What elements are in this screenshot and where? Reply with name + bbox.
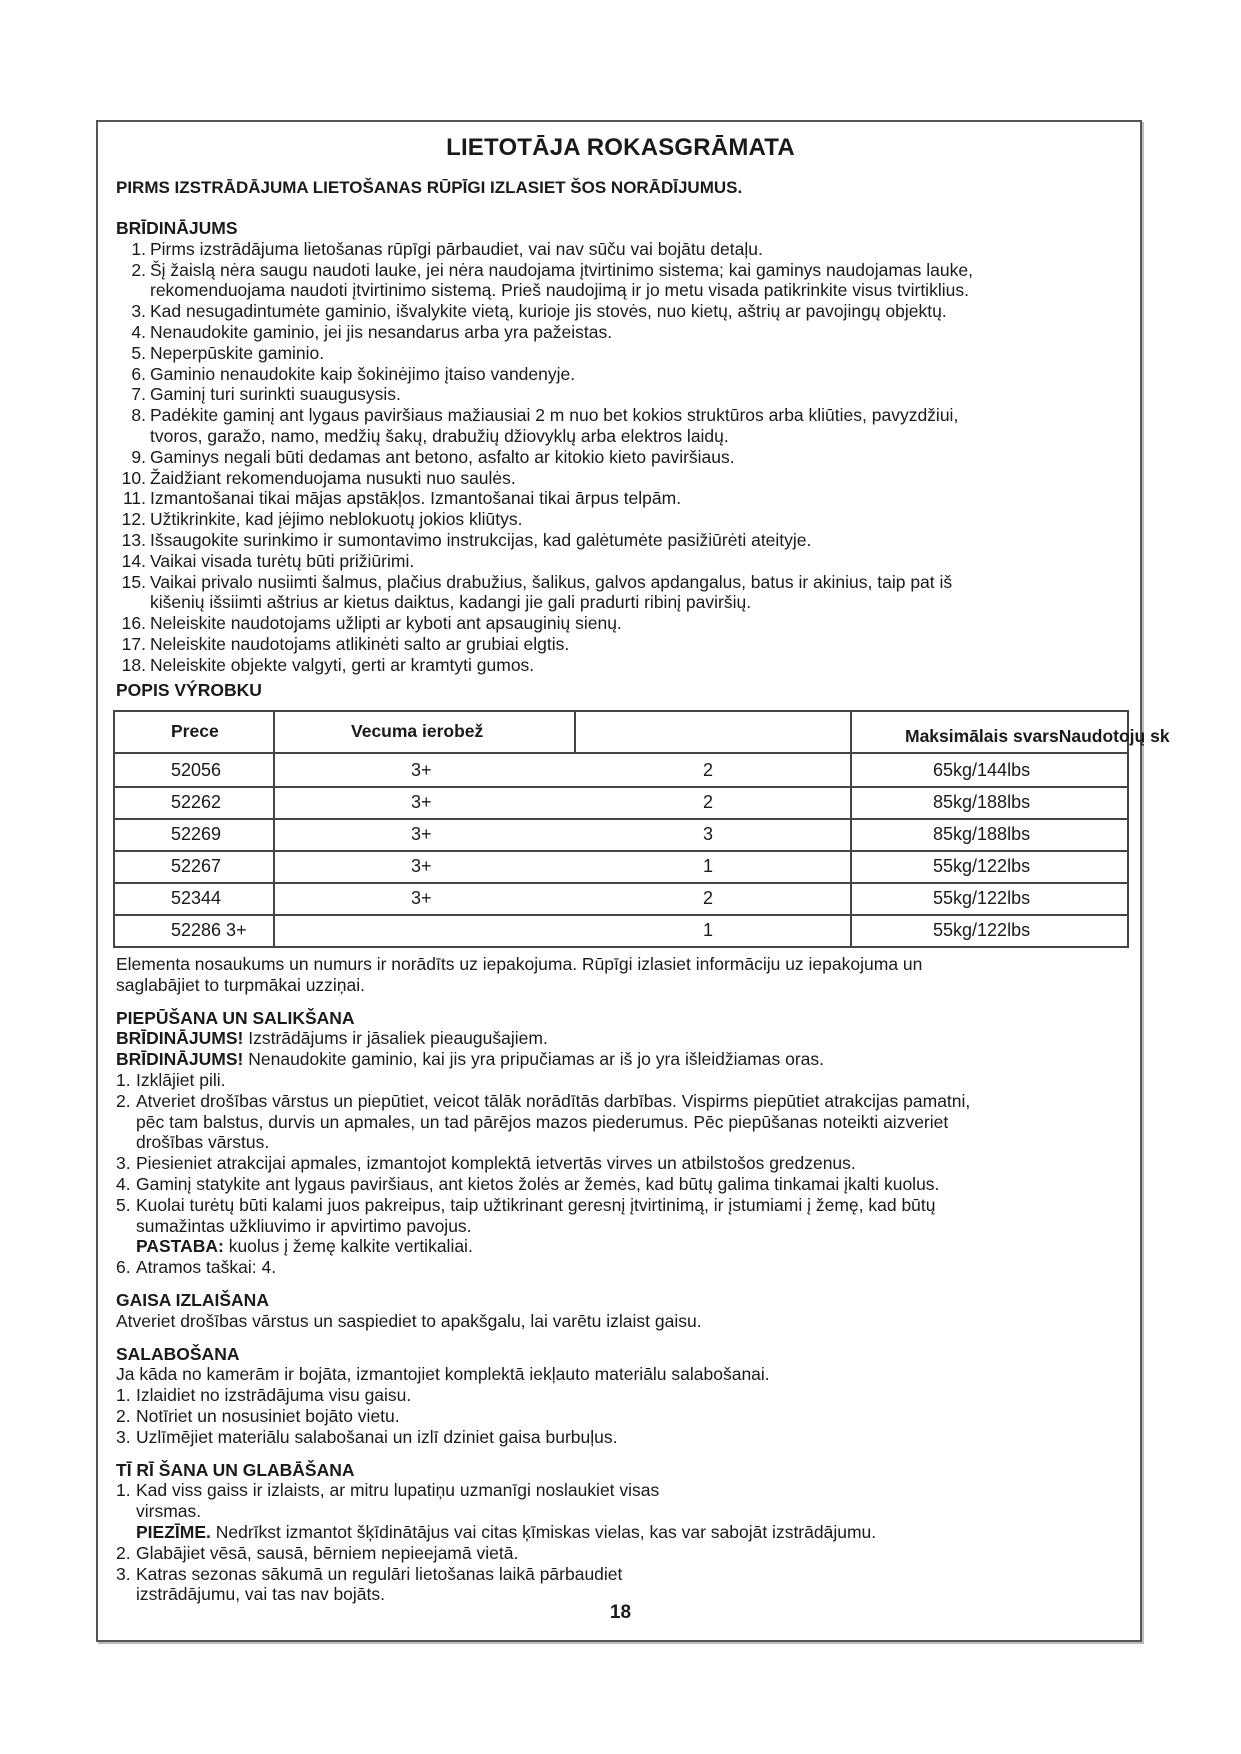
item-number: 6.: [116, 1257, 131, 1278]
list-item: [116, 239, 1126, 260]
list-item: [116, 509, 1126, 530]
note-label: PASTABA:: [136, 1236, 224, 1257]
item-number: 14.: [121, 550, 146, 571]
list-item: [116, 1195, 1126, 1237]
item-text: drošības vārstus.: [136, 1132, 270, 1153]
list-item: [116, 613, 1126, 634]
warning-text: Nenaudokite gaminio, kai jis yra pripučiamas ar iš jo yra išleidžiamas oras.: [243, 1049, 825, 1070]
list-item: [116, 551, 1126, 572]
list-item: [116, 488, 1126, 509]
table-cell-vecums: 3+: [411, 792, 432, 812]
item-number: 1.: [116, 1069, 131, 1090]
list-item: [116, 1480, 1126, 1522]
header-vecums: Vecuma ierobež: [351, 721, 484, 741]
item-number: 3.: [116, 1426, 131, 1447]
page-number: 18: [609, 1602, 632, 1623]
inflation-note: [116, 1236, 1126, 1257]
list-item: [116, 343, 1126, 364]
item-text: izstrādājumu, vai tas nav bojāts.: [136, 1584, 386, 1605]
product-note-line-1: Elementa nosaukums un numurs ir norādīts uz iepakojuma. Rūpīgi izlasiet informāciju uz iepakojuma un: [116, 954, 923, 974]
list-item: [116, 1257, 1126, 1278]
list-item: [116, 530, 1126, 551]
item-text: Neperpūskite gaminio.: [150, 342, 325, 363]
item-number: 3.: [131, 301, 146, 322]
table-cell-vecums: 3+: [411, 824, 432, 844]
item-text: Užtikrinkite, kad įėjimo neblokuotų jokios kliūtys.: [150, 509, 523, 530]
table-cell-prece: 52269: [171, 824, 222, 844]
item-text: Kuolai turėtų būti kalami juos pakreipus, taip užtikrinant geresnį įtvirtinimą, ir įstumiami į žemę, kad būtų: [136, 1194, 936, 1215]
list-item: [116, 655, 1126, 676]
row-divider: [115, 850, 1127, 852]
item-number: 7.: [131, 384, 146, 405]
item-number: 15.: [121, 571, 146, 592]
table-cell-sk: 1: [703, 856, 714, 876]
item-text: Glabājiet vēsā, sausā, bērniem nepieejamā vietā.: [136, 1542, 519, 1563]
item-text: Gaminį statykite ant lygaus paviršiaus, ant kietos žolės ar žemės, kad būtų galima tinkamai įkalti kuolus.: [136, 1173, 940, 1194]
item-text: Atramos taškai: 4.: [136, 1257, 277, 1278]
table-cell-sk: 2: [703, 888, 714, 908]
item-text: Vaikai visada turėtų būti prižiūrimi.: [150, 550, 415, 571]
table-cell-vecums: 3+: [411, 856, 432, 876]
list-item: [116, 572, 1126, 614]
item-text: Pirms izstrādājuma lietošanas rūpīgi pārbaudiet, vai nav sūču vai bojātu detaļu.: [150, 238, 763, 259]
row-divider: [115, 786, 1127, 788]
list-item: [116, 1070, 1126, 1091]
item-number: 4.: [116, 1173, 131, 1194]
item-number: 3.: [116, 1563, 131, 1584]
item-number: 13.: [121, 529, 146, 550]
col-divider: [850, 712, 852, 946]
item-text: Žaidžiant rekomenduojama nusukti nuo saulės.: [150, 467, 516, 488]
table-cell-svars: 85kg/188lbs: [933, 792, 1031, 812]
table-cell-sk: 2: [703, 760, 714, 780]
item-number: 5.: [131, 342, 146, 363]
header-prece: Prece: [171, 721, 219, 741]
item-text: Neleiskite objekte valgyti, gerti ar kramtyti gumos.: [150, 654, 535, 675]
item-text: Izmantošanai tikai mājas apstākļos. Izmantošanai tikai ārpus telpām.: [150, 488, 682, 509]
warning-label: BRĪDINĀJUMS!: [116, 1028, 244, 1049]
item-number: 1.: [131, 238, 146, 259]
item-text: Kad nesugadintumėte gaminio, išvalykite vietą, kurioje jis stovės, nuo kietų, aštrių ar pavojingų objektų.: [150, 301, 947, 322]
item-number: 17.: [121, 633, 146, 654]
col-divider: [574, 712, 576, 752]
item-number: 5.: [116, 1194, 131, 1215]
item-number: 12.: [121, 509, 146, 530]
cleaning-list: [116, 1480, 1126, 1605]
product-table: [113, 710, 1129, 948]
warning-section: [116, 218, 1126, 700]
product-heading: POPIS VÝROBKU: [116, 679, 262, 700]
table-cell-vecums: 3+: [411, 760, 432, 780]
list-item: [116, 301, 1126, 322]
item-text: virsmas.: [136, 1501, 202, 1522]
table-cell-prece: 52286 3+: [171, 920, 247, 940]
note-text: kuolus į žemę kalkite vertikaliai.: [223, 1236, 473, 1257]
item-text: Šį žaislą nėra saugu naudoti lauke, jei nėra naudojama įtvirtinimo sistema; kai gaminys naudojamas lauke,: [150, 259, 973, 280]
item-text: Notīriet un nosusiniet bojāto vietu.: [136, 1405, 400, 1426]
inflation-warning-1: [116, 1028, 1126, 1049]
list-item: [116, 1174, 1126, 1195]
item-text: pēc tam balstus, durvis un apmales, un tad pārējos mazos piederumus. Pēc piepūšanas noteikti aizveriet: [136, 1111, 949, 1132]
row-divider: [115, 818, 1127, 820]
list-item: [116, 468, 1126, 489]
list-item: [116, 405, 1126, 447]
warning-heading: BRĪDINĀJUMS: [116, 218, 238, 238]
note-label: PIEZĪME.: [136, 1521, 211, 1542]
row-divider: [115, 914, 1127, 916]
col-divider: [273, 712, 275, 752]
item-number: 1.: [116, 1480, 131, 1501]
item-text: tvoros, garažo, namo, medžių šakų, drabužių džiovyklų arba elektros laidų.: [150, 425, 729, 446]
item-text: sumažintas užkliuvimo ir apvirtimo pavojus.: [136, 1215, 472, 1236]
product-note-line-2: saglabājiet to turpmākai uzziņai.: [116, 974, 366, 995]
item-text: Gaminio nenaudokite kaip šokinėjimo įtaiso vandenyje.: [150, 363, 576, 384]
inflation-warning-2: [116, 1049, 1126, 1070]
item-text: Izlaidiet no izstrādājuma visu gaisu.: [136, 1385, 412, 1406]
list-item: [116, 1385, 1126, 1406]
item-text: Nenaudokite gaminio, jei jis nesandarus arba yra pažeistas.: [150, 321, 613, 342]
list-item: [116, 447, 1126, 468]
list-item: [116, 1406, 1126, 1427]
table-cell-svars: 55kg/122lbs: [933, 856, 1031, 876]
list-item: [116, 260, 1126, 302]
list-item: [116, 1522, 1126, 1543]
inflation-list: [116, 1070, 1126, 1236]
item-text: Uzlīmējiet materiālu salabošanai un izlī dziniet gaisa burbuļus.: [136, 1426, 618, 1447]
table-cell-svars: 85kg/188lbs: [933, 824, 1031, 844]
item-number: 2.: [116, 1405, 131, 1426]
deflation-heading: GAISA IZLAIŠANA: [116, 1289, 269, 1310]
item-number: 8.: [131, 405, 146, 426]
item-text: Neleiskite naudotojams atlikinėti salto ar grubiai elgtis.: [150, 633, 570, 654]
table-cell-svars: 55kg/122lbs: [933, 920, 1031, 940]
table-cell-sk: 3: [703, 824, 714, 844]
item-number: 18.: [121, 654, 146, 675]
item-text: Izklājiet pili.: [136, 1069, 226, 1090]
item-text: Katras sezonas sākumā un regulāri lietošanas laikā pārbaudiet: [136, 1563, 623, 1584]
table-cell-sk: 2: [703, 792, 714, 812]
item-number: 9.: [131, 446, 146, 467]
item-number: 3.: [116, 1153, 131, 1174]
table-cell-vecums: 3+: [411, 888, 432, 908]
note-text: Nedrīkst izmantot šķīdinātājus vai citas ķīmiskas vielas, kas var sabojāt izstrādājumu.: [210, 1521, 877, 1542]
item-number: 1.: [116, 1385, 131, 1406]
item-number: 4.: [131, 321, 146, 342]
inflation-item-6-list: [116, 1257, 1126, 1278]
item-text: Padėkite gaminį ant lygaus paviršiaus mažiausiai 2 m nuo bet kokios struktūros arba kliūties, pavyzdžiui,: [150, 405, 959, 426]
inflation-heading: PIEPŪŠANA UN SALIKŠANA: [116, 1007, 355, 1028]
table-cell-sk: 1: [703, 920, 714, 940]
list-item: [116, 1427, 1126, 1448]
table-cell-prece: 52056: [171, 760, 222, 780]
list-item: [116, 1543, 1126, 1564]
table-cell-prece: 52267: [171, 856, 222, 876]
item-text: Gaminį turi surinkti suaugusysis.: [150, 384, 401, 405]
page-subtitle: PIRMS IZSTRĀDĀJUMA LIETOŠANAS RŪPĪGI IZLASIET ŠOS NORĀDĪJUMUS.: [116, 178, 743, 197]
item-text: Piesieniet atrakcijai apmales, izmantojot komplektā ietvertās virves un atbilstošos gredzenus.: [136, 1153, 856, 1174]
list-item: [116, 1153, 1126, 1174]
item-number: 2.: [131, 259, 146, 280]
item-text: Atveriet drošības vārstus un piepūtiet, veicot tālāk norādītās darbības. Vispirms piepūtiet atrakcijas pamatni,: [136, 1090, 971, 1111]
repair-intro: Ja kāda no kamerām ir bojāta, izmantojiet komplektā iekļauto materiālu salabošanai.: [116, 1364, 770, 1385]
warning-label: BRĪDINĀJUMS!: [116, 1049, 244, 1070]
item-number: 11.: [122, 488, 146, 509]
table-header-row: [115, 712, 1127, 754]
item-text: Neleiskite naudotojams užlipti ar kyboti ant apsauginių sienų.: [150, 613, 622, 634]
item-text: kišenių išsiimti aštrius ar kietus daiktus, kadangi jie gali pradurti ribinį paviršių.: [150, 592, 752, 613]
item-text: Išsaugokite surinkimo ir sumontavimo instrukcijas, kad galėtumėte pasižiūrėti ateityje.: [150, 529, 812, 550]
page-title: LIETOTĀJA ROKASGRĀMATA: [446, 134, 795, 161]
item-text: Gaminys negali būti dedamas ant betono, asfalto ar kitokio kieto paviršiaus.: [150, 446, 735, 467]
lower-section: [116, 954, 1126, 1605]
col-divider: [273, 752, 275, 946]
list-item: [116, 1091, 1126, 1153]
repair-list: [116, 1385, 1126, 1447]
list-item: [116, 1564, 1126, 1606]
item-text: Vaikai privalo nusiimti šalmus, plačius drabužius, šalikus, galvos apdangalus, batus ir akinius, taip pat iš: [150, 571, 953, 592]
list-item: [116, 364, 1126, 385]
table-cell-prece: 52344: [171, 888, 222, 908]
item-number: 2.: [116, 1542, 131, 1563]
item-number: 2.: [116, 1090, 131, 1111]
warning-list: [116, 239, 1126, 676]
table-cell-svars: 65kg/144lbs: [933, 760, 1031, 780]
row-divider: [115, 882, 1127, 884]
item-number: 6.: [131, 363, 146, 384]
item-number: 16.: [121, 613, 146, 634]
deflation-text: Atveriet drošības vārstus un saspiediet to apakšgalu, lai varētu izlaist gaisu.: [116, 1310, 702, 1331]
item-number: 10.: [121, 467, 146, 488]
list-item: [116, 384, 1126, 405]
list-item: [116, 634, 1126, 655]
item-text: Kad viss gaiss ir izlaists, ar mitru lupatiņu uzmanīgi noslaukiet visas: [136, 1480, 660, 1501]
item-text: rekomenduojama naudoti įtvirtinimo sistemą. Prieš naudojimą ir jo metu visada patikrinkite visus tvirtiklius.: [150, 280, 969, 301]
header-svars: Maksimālais svarsNaudotojų sk: [905, 726, 1170, 746]
table-cell-prece: 52262: [171, 792, 222, 812]
repair-heading: SALABOŠANA: [116, 1343, 240, 1364]
table-cell-svars: 55kg/122lbs: [933, 888, 1031, 908]
list-item: [116, 322, 1126, 343]
warning-text: Izstrādājums ir jāsaliek pieaugušajiem.: [243, 1028, 548, 1049]
cleaning-heading: TĪ RĪ ŠANA UN GLABĀŠANA: [116, 1459, 355, 1480]
